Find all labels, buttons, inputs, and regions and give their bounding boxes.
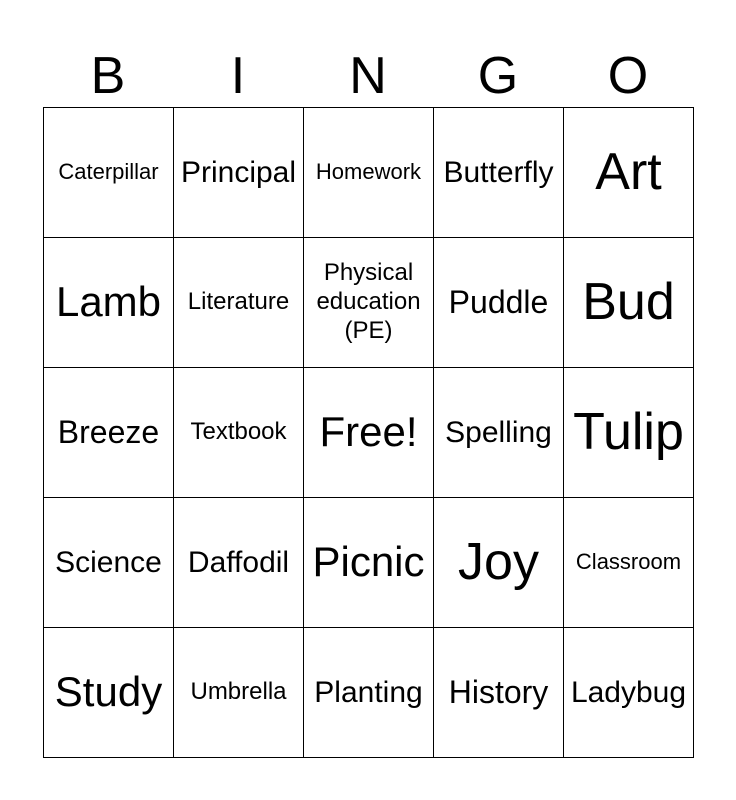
bingo-cell[interactable]: Picnic: [304, 498, 434, 628]
bingo-cell[interactable]: Physical education (PE): [304, 238, 434, 368]
bingo-cell[interactable]: Study: [44, 628, 174, 758]
bingo-cell[interactable]: Puddle: [434, 238, 564, 368]
bingo-cell[interactable]: Bud: [564, 238, 694, 368]
bingo-cell[interactable]: Spelling: [434, 368, 564, 498]
header-letter-i: I: [230, 47, 246, 105]
bingo-cell[interactable]: Planting: [304, 628, 434, 758]
bingo-cell[interactable]: Butterfly: [434, 108, 564, 238]
bingo-cell[interactable]: Classroom: [564, 498, 694, 628]
bingo-cell[interactable]: Textbook: [174, 368, 304, 498]
bingo-cell[interactable]: Principal: [174, 108, 304, 238]
header-letter-g: G: [477, 47, 519, 105]
header-letter-n: N: [349, 47, 387, 105]
bingo-cell[interactable]: Science: [44, 498, 174, 628]
bingo-cell[interactable]: Breeze: [44, 368, 174, 498]
bingo-header: [43, 44, 693, 108]
bingo-cell free-space[interactable]: Free!: [304, 368, 434, 498]
bingo-cell[interactable]: History: [434, 628, 564, 758]
bingo-cell[interactable]: Caterpillar: [44, 108, 174, 238]
bingo-cell[interactable]: Literature: [174, 238, 304, 368]
bingo-cell[interactable]: Joy: [434, 498, 564, 628]
header-letter-b: B: [90, 47, 126, 105]
bingo-cell[interactable]: Ladybug: [564, 628, 694, 758]
bingo-cell[interactable]: Tulip: [564, 368, 694, 498]
bingo-cell[interactable]: Lamb: [44, 238, 174, 368]
header-letter-o: O: [607, 47, 649, 105]
bingo-cell[interactable]: Umbrella: [174, 628, 304, 758]
bingo-cell[interactable]: Art: [564, 108, 694, 238]
bingo-board: [43, 107, 694, 758]
bingo-cell[interactable]: Daffodil: [174, 498, 304, 628]
bingo-cell[interactable]: Homework: [304, 108, 434, 238]
